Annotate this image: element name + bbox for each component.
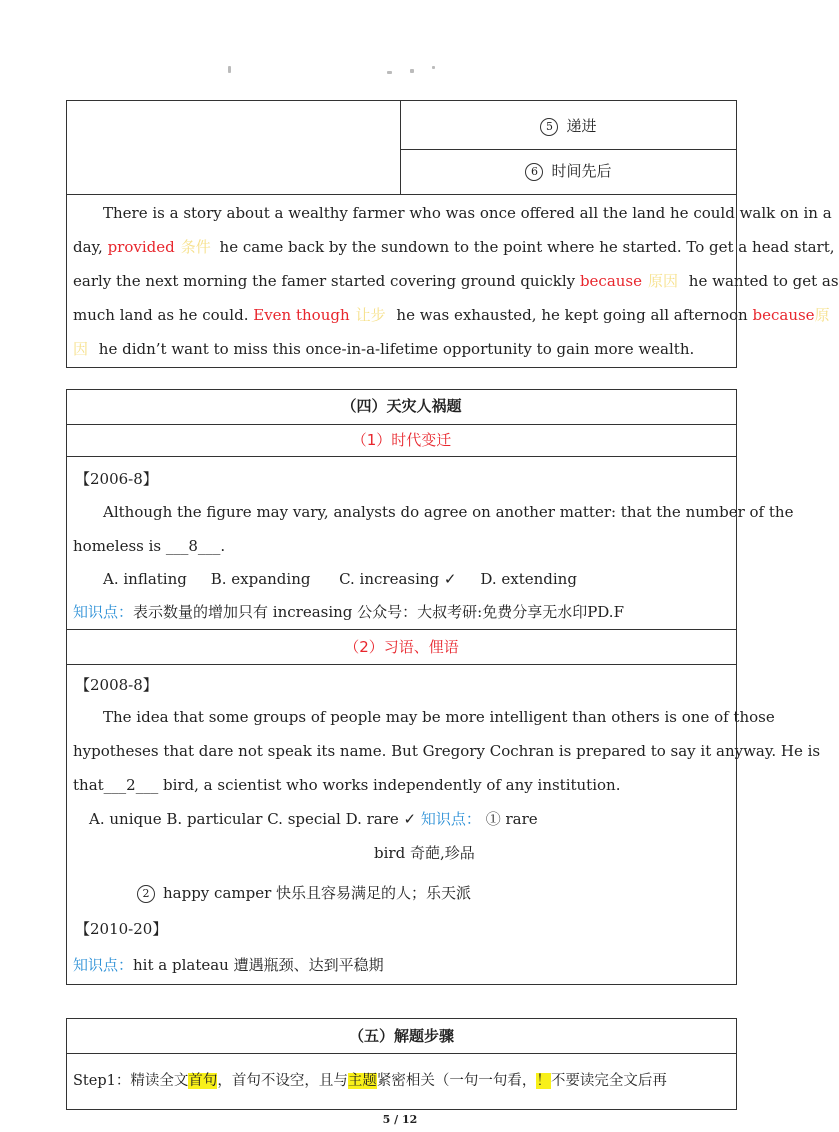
question-tag: 【2006-8】: [75, 470, 158, 488]
section5-row-divider: [66, 1053, 737, 1054]
circled-number: 6: [525, 163, 543, 181]
knowledge-point-item-2: 2 happy camper 快乐且容易满足的人；乐天派: [137, 883, 471, 903]
knowledge-point: 知识点：hit a plateau 遭遇瓶颈、达到平稳期: [73, 956, 384, 974]
section4-row-divider: [66, 424, 737, 425]
section4-row-divider: [66, 456, 737, 457]
knowledge-point-label: 知识点：: [73, 603, 134, 621]
answer-options: A. inflating B. expanding C. increasing ✓ D. extending: [103, 570, 577, 588]
question-tag: 【2010-20】: [75, 920, 168, 938]
table-row-divider: [400, 149, 737, 150]
scan-artifact: [410, 69, 414, 73]
passage-line-1: There is a story about a wealthy farmer who was once offered all the land he could walk on in a: [103, 204, 832, 222]
table-row-divider: [66, 194, 737, 195]
question-text: hypotheses that dare not speak its name. But Gregory Cochran is prepared to say it anyway. He is: [73, 742, 821, 760]
section4-subtitle-1: （1）时代变迁: [351, 431, 452, 449]
circled-number: 2: [137, 885, 155, 903]
section4-title: （四）天灾人祸题: [341, 397, 462, 415]
passage-line-4: much land as he could. Even though 让步 he was exhausted, he kept going all afternoon because原: [73, 306, 830, 324]
page-number: 5 / 12: [382, 1113, 418, 1126]
passage-line-3: early the next morning the famer started covering ground quickly because 原因 he wanted to get as: [73, 272, 839, 290]
circled-number: 5: [540, 118, 558, 136]
question-text: The idea that some groups of people may be more intelligent than others is one of those: [103, 708, 775, 726]
answer-options: A. unique B. particular C. special D. rare ✓ 知识点： ① rare: [89, 810, 538, 828]
knowledge-point: 知识点：表示数量的增加只有 increasing 公众号：大叔考研:免费分享无水印PD.F: [73, 603, 624, 621]
knowledge-point-detail: bird 奇葩,珍品: [374, 844, 475, 862]
scan-artifact: [432, 66, 435, 69]
section4-row-divider: [66, 629, 737, 630]
question-text: that___2___ bird, a scientist who works independently of any institution.: [73, 776, 621, 794]
section5-title: （五）解题步骤: [348, 1027, 454, 1045]
question-text: Although the figure may vary, analysts do agree on another matter: that the number of the: [103, 503, 794, 521]
passage-line-2: day, provided 条件 he came back by the sundown to the point where he started. To get a head start,: [73, 238, 835, 256]
section4-row-divider: [66, 664, 737, 665]
scan-artifact: [387, 71, 392, 74]
list-item-6: 6 时间先后: [400, 161, 737, 181]
passage-line-5: 因 he didn’t want to miss this once-in-a-lifetime opportunity to gain more wealth.: [73, 340, 695, 358]
scan-artifact: [228, 66, 231, 73]
top-table: [66, 100, 839, 368]
question-text: homeless is ___8___.: [73, 537, 226, 555]
list-item-5: 5 递进: [400, 116, 737, 136]
knowledge-point-label: 知识点：: [420, 810, 481, 828]
knowledge-point-label: 知识点：: [73, 956, 134, 974]
question-tag: 【2008-8】: [75, 676, 158, 694]
step-1-text: Step1：精读全文首句，首句不设空，且与主题紧密相关（一句一句看，！不要读完全文后再: [73, 1073, 667, 1089]
section4-subtitle-2: （2）习语、俚语: [344, 638, 459, 656]
